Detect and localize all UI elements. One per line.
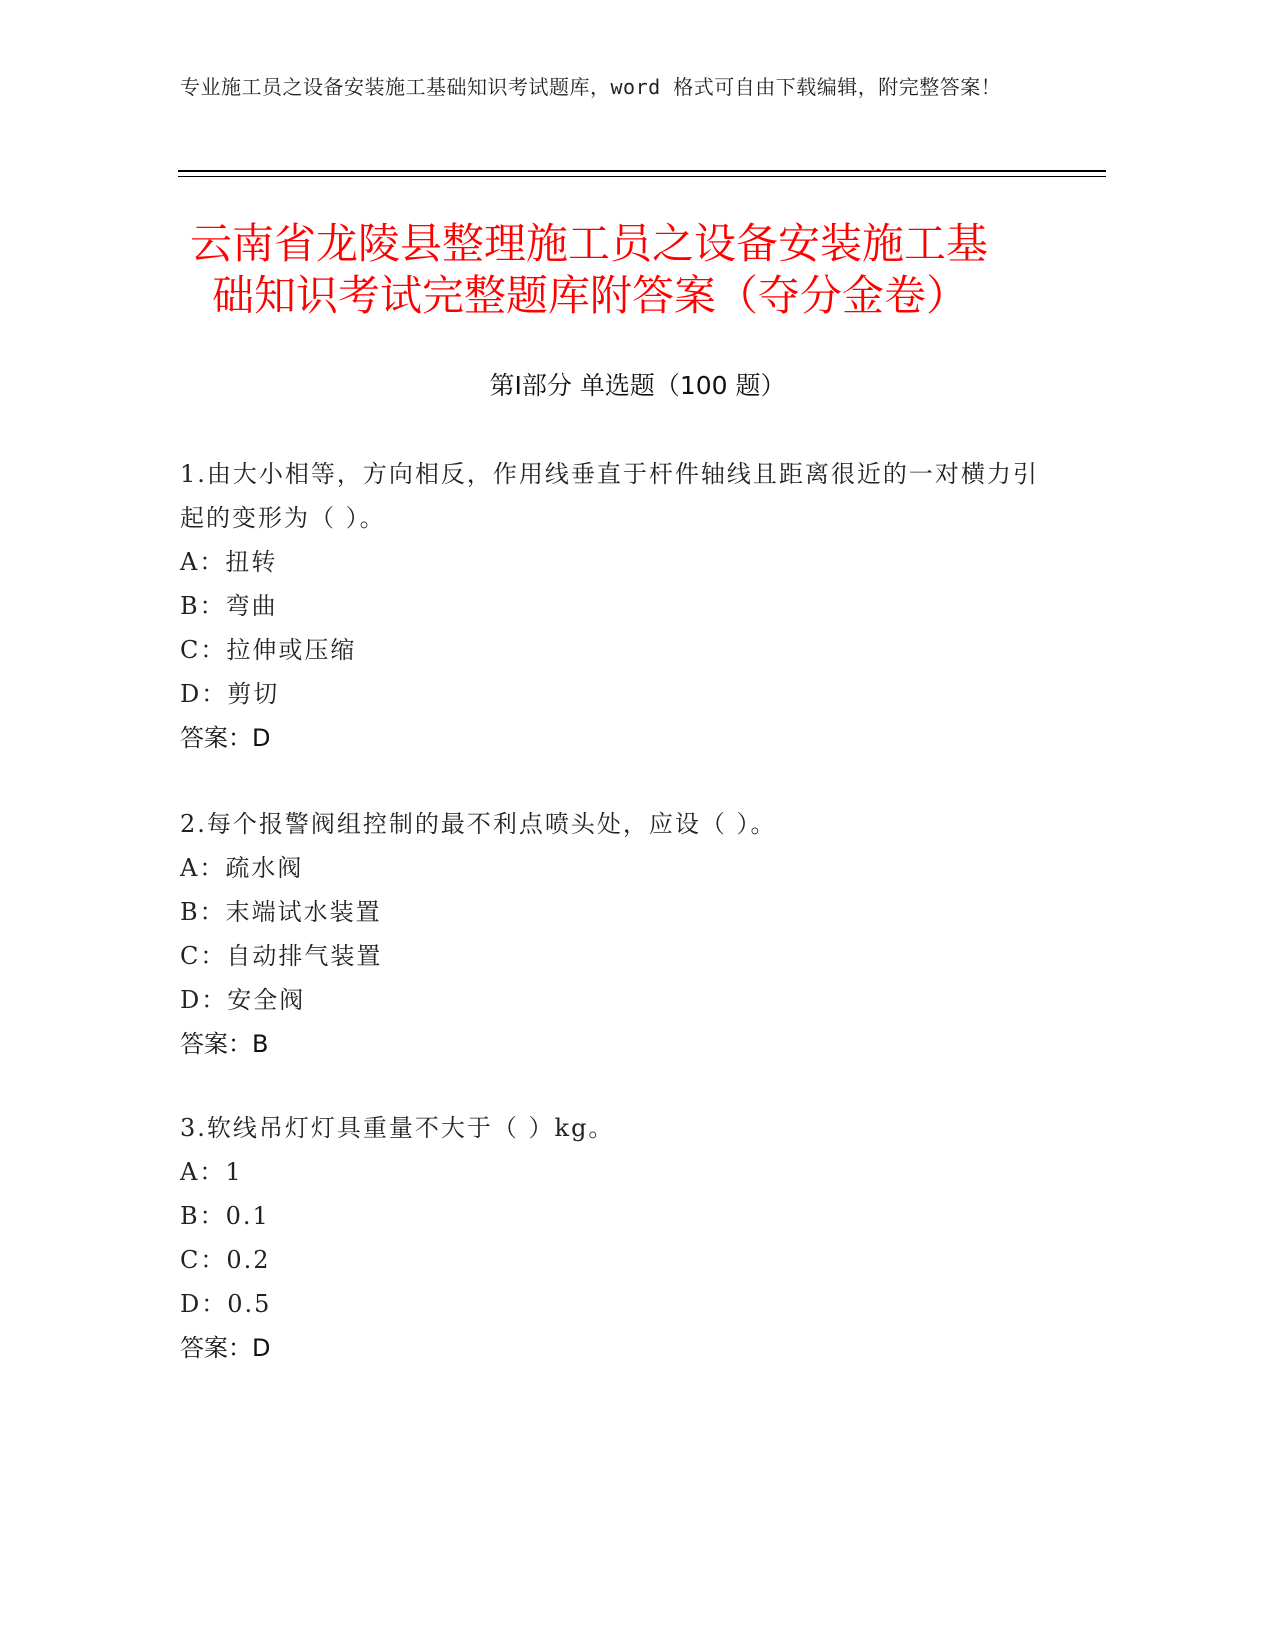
question-stem: 3.软线吊灯灯具重量不大于（ ）kg。 bbox=[180, 1114, 615, 1142]
option-a: A：1 bbox=[180, 1158, 243, 1186]
option-d: D：安全阀 bbox=[180, 986, 306, 1014]
option-a: A：扭转 bbox=[180, 548, 278, 576]
question-1 bbox=[180, 452, 1040, 760]
option-c: C：自动排气装置 bbox=[180, 942, 383, 970]
answer-label: 答案：D bbox=[180, 1334, 271, 1362]
header-divider-thin bbox=[178, 176, 1106, 177]
question-stem: 1.由大小相等，方向相反，作用线垂直于杆件轴线且距离很近的一对横力引起的变形为（ ）。 bbox=[180, 460, 1039, 532]
document-title-line1: 云南省龙陵县整理施工员之设备安装施工基 bbox=[190, 219, 989, 268]
header-note: 专业施工员之设备安装施工基础知识考试题库，word 格式可自由下载编辑，附完整答案！ bbox=[180, 75, 1002, 99]
answer-label: 答案：D bbox=[180, 724, 271, 752]
option-c: C：拉伸或压缩 bbox=[180, 636, 357, 664]
header-divider-thick bbox=[178, 170, 1106, 172]
option-a: A：疏水阀 bbox=[180, 854, 304, 882]
option-d: D：剪切 bbox=[180, 680, 280, 708]
question-stem: 2.每个报警阀组控制的最不利点喷头处，应设（ ）。 bbox=[180, 810, 777, 838]
document-title-line2: 础知识考试完整题库附答案（夺分金卷） bbox=[212, 271, 969, 320]
option-b: B：弯曲 bbox=[180, 592, 278, 620]
question-2 bbox=[180, 802, 1040, 1066]
question-3 bbox=[180, 1106, 1040, 1370]
option-c: C：0.2 bbox=[180, 1246, 271, 1274]
option-b: B：0.1 bbox=[180, 1202, 270, 1230]
option-d: D：0.5 bbox=[180, 1290, 272, 1318]
option-b: B：末端试水装置 bbox=[180, 898, 382, 926]
section-title: 第Ⅰ部分 单选题（100 题） bbox=[489, 371, 786, 400]
document-title bbox=[190, 218, 1090, 322]
answer-label: 答案：B bbox=[180, 1030, 269, 1058]
